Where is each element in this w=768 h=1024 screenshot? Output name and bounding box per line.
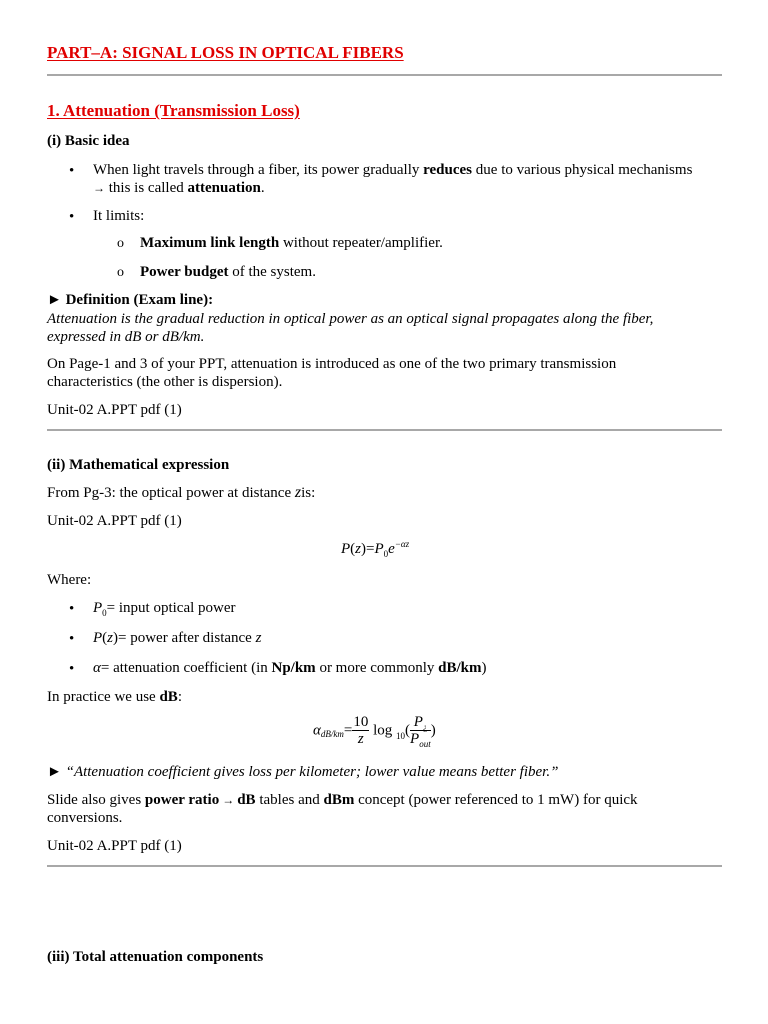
definition-text: Attenuation is the gradual reduction in optical power as an optical signal propagates along the fiber, bbox=[47, 311, 654, 327]
key-quote: ► “Attenuation coefficient gives loss per kilometer; lower value means better fiber.” bbox=[47, 764, 559, 780]
paragraph: Slide also gives power ratio → dB tables and dBm concept (power referenced to 1 mW) for quick bbox=[47, 792, 638, 808]
bullet-text: α= attenuation coefficient (in Np/km or more commonly dB/km) bbox=[93, 660, 487, 676]
equation-power-decay: $P(z)=P_0e^{-\alpha z}$ bbox=[341, 539, 410, 559]
paragraph: In practice we use dB: bbox=[47, 689, 182, 705]
equation-attenuation-db: $\alpha_{dB/km}=$ $\frac{10}{z}$ log $_{10}$( $\frac{P_¿}{P_{out}}$ ) bbox=[313, 714, 436, 749]
paragraph: On Page-1 and 3 of your PPT, attenuation is introduced as one of the two primary transmission bbox=[47, 356, 617, 372]
subheading-total-attenuation: (iii) Total attenuation components bbox=[47, 949, 264, 965]
part-title: PART–A: SIGNAL LOSS IN OPTICAL FIBERS bbox=[47, 43, 404, 62]
subheading-basic-idea: (i) Basic idea bbox=[47, 133, 130, 149]
section-title: 1. Attenuation (Transmission Loss) bbox=[47, 101, 300, 120]
paragraph-line2: characteristics (the other is dispersion). bbox=[47, 374, 283, 390]
paragraph-line2: conversions. bbox=[47, 810, 123, 826]
subheading-math: (ii) Mathematical expression bbox=[47, 457, 230, 473]
sub-bullet-marker: o bbox=[117, 265, 124, 280]
divider bbox=[47, 865, 722, 867]
bullet-dot: • bbox=[69, 661, 75, 677]
bullet-text-line2: → this is called attenuation. bbox=[93, 180, 265, 196]
sub-bullet-marker: o bbox=[117, 236, 124, 251]
sub-bullet-text: Maximum link length without repeater/amplifier. bbox=[140, 235, 443, 251]
bullet-text: $P_0=$ input optical power bbox=[93, 600, 236, 618]
bullet-dot: • bbox=[69, 163, 75, 179]
bullet-text: It limits: bbox=[93, 208, 145, 224]
definition-label: ► Definition (Exam line): bbox=[47, 292, 214, 308]
definition-text-line2: expressed in dB or dB/km. bbox=[47, 329, 205, 345]
paragraph: From Pg-3: the optical power at distance zis: bbox=[47, 484, 316, 501]
bullet-dot: • bbox=[69, 209, 75, 225]
source-citation: Unit-02 A.PPT pdf (1) bbox=[47, 838, 182, 854]
bullet-dot: • bbox=[69, 631, 75, 647]
bullet-text: P(z)= power after distance z bbox=[93, 630, 262, 646]
where-label: Where: bbox=[47, 572, 92, 588]
sub-bullet-text: Power budget of the system. bbox=[140, 264, 316, 280]
divider bbox=[47, 74, 722, 76]
source-citation: Unit-02 A.PPT pdf (1) bbox=[47, 402, 182, 418]
bullet-text: When light travels through a fiber, its power gradually reduces due to various physical mechanisms bbox=[93, 162, 693, 178]
bullet-dot: • bbox=[69, 601, 75, 617]
source-citation: Unit-02 A.PPT pdf (1) bbox=[47, 513, 182, 529]
divider bbox=[47, 429, 722, 431]
